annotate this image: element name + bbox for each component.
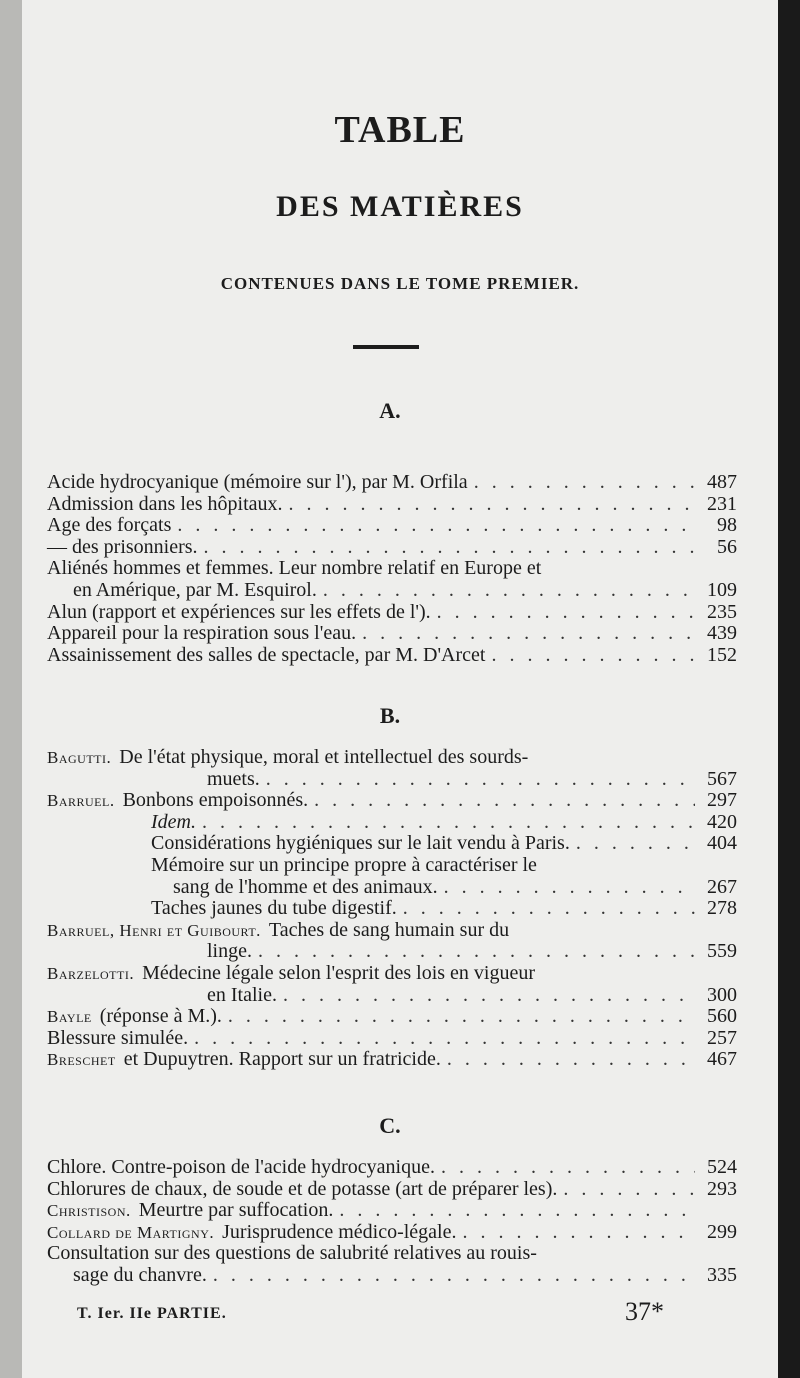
index-entry: [47, 1200, 737, 1222]
dot-leader: [202, 812, 695, 834]
entry-page-number: 567: [707, 767, 737, 790]
dot-leader: [441, 1157, 695, 1179]
index-entry: [47, 1243, 737, 1286]
dot-leader: [474, 472, 695, 494]
dot-leader: [563, 1179, 695, 1201]
section-letter-b: B.: [379, 703, 401, 728]
entry-author: Breschet: [47, 1050, 116, 1070]
entry-text: Acide hydrocyanique (mémoire sur l'), par M. Orfila: [47, 471, 468, 493]
dot-leader: [283, 985, 695, 1007]
dot-leader: [194, 1028, 695, 1050]
entry-text: Age des forçats: [47, 514, 172, 537]
dot-leader: [258, 941, 695, 963]
dot-leader: [576, 833, 695, 855]
index-entry: [47, 558, 737, 601]
index-entry: [47, 494, 737, 516]
index-entry: [47, 963, 737, 1006]
index-entry: [47, 1028, 737, 1050]
entry-page-number: 524: [707, 1156, 737, 1178]
entry-page-number: 152: [707, 643, 737, 666]
title-rule: [353, 345, 419, 349]
section-a-entries: [47, 472, 737, 666]
dot-leader: [339, 1200, 695, 1222]
entry-text: et Dupuytren. Rapport sur un fratricide.: [123, 1048, 441, 1071]
dot-leader: [447, 1049, 695, 1071]
entry-text: sage du chanvre.: [73, 1263, 207, 1286]
index-entry: [47, 1006, 737, 1028]
entry-text: Bonbons empoisonnés.: [122, 789, 309, 812]
entry-page-number: 300: [707, 983, 737, 1006]
entry-text: Appareil pour la respiration sous l'eau.: [47, 622, 357, 645]
index-entry: [47, 1049, 737, 1071]
entry-text: Assainissement des salles de spectacle, par M. D'Arcet: [47, 643, 486, 666]
dot-leader: [266, 769, 695, 791]
entry-page-number: 467: [707, 1048, 737, 1071]
entry-text: Consultation sur des questions de salubrité relatives au rouis-: [47, 1242, 537, 1265]
dot-leader: [463, 1222, 696, 1244]
entry-page-number: 257: [707, 1026, 737, 1049]
entry-page-number: 439: [707, 622, 737, 645]
entry-text: Blessure simulée.: [47, 1026, 189, 1049]
entry-page-number: 231: [707, 492, 737, 515]
entry-text: Alun (rapport et expériences sur les effets de l').: [47, 600, 431, 623]
dot-leader: [177, 515, 695, 537]
dot-leader: [314, 790, 695, 812]
index-entry: [47, 645, 737, 667]
entry-author: Bayle: [47, 1007, 92, 1027]
entry-page-number: 404: [707, 832, 737, 855]
entry-text: muets.: [207, 767, 260, 790]
index-entry: [47, 920, 737, 963]
entry-page-number: 299: [707, 1220, 737, 1243]
entry-text: Idem.: [151, 810, 196, 833]
index-entry: [47, 602, 737, 624]
index-entry: [47, 1179, 737, 1201]
dot-leader: [204, 537, 695, 559]
index-entry: [47, 623, 737, 645]
dot-leader: [491, 645, 695, 667]
index-entry: [47, 898, 737, 920]
entry-text: Mémoire sur un principe propre à caractériser le: [151, 853, 537, 876]
entry-text: linge.: [207, 940, 252, 963]
dot-leader: [362, 623, 695, 645]
entry-page-number: 56: [717, 535, 737, 558]
entry-text: Aliénés hommes et femmes. Leur nombre relatif en Europe et: [47, 557, 542, 580]
entry-text: Considérations hygiéniques sur le lait vendu à Paris.: [151, 832, 570, 855]
page-subtitle: DES MATIÈRES: [276, 190, 524, 223]
entry-author: Bagutti.: [47, 748, 112, 767]
entry-text: (réponse à M.).: [99, 1005, 222, 1028]
index-entry: [47, 472, 737, 494]
page-tagline: CONTENUES DANS LE TOME PREMIER.: [220, 274, 580, 293]
section-b-entries: [47, 747, 737, 1071]
entry-text: Meurtre par suffocation.: [138, 1199, 334, 1222]
entry-text: Chlorures de chaux, de soude et de potasse (art de préparer les).: [47, 1177, 558, 1200]
entry-author: Barzelotti.: [47, 963, 135, 983]
volume-footer: T. Ier. IIe PARTIE.: [77, 1305, 227, 1322]
entry-text: Chlore. Contre-poison de l'acide hydrocyanique.: [47, 1156, 435, 1178]
signature-mark: 37*: [625, 1297, 664, 1326]
entry-page-number: 560: [707, 1005, 737, 1028]
entry-page-number: 420: [707, 810, 737, 833]
index-entry: [47, 747, 737, 790]
index-entry: [47, 833, 737, 855]
dot-leader: [213, 1265, 695, 1287]
index-entry: [47, 1222, 737, 1244]
index-entry: [47, 812, 737, 834]
entry-author: Christison.: [47, 1201, 131, 1221]
index-entry: [47, 515, 737, 537]
entry-author: Barruel, Henri et Guibourt.: [47, 920, 261, 940]
entry-page-number: 559: [707, 940, 737, 963]
entry-page-number: 267: [707, 875, 737, 898]
dot-leader: [437, 602, 695, 624]
entry-text: Taches jaunes du tube digestif.: [151, 897, 397, 920]
section-letter-c: C.: [379, 1113, 401, 1138]
entry-page-number: 293: [707, 1177, 737, 1200]
section-letter-a: A.: [379, 398, 401, 423]
entry-author: Collard de Martigny.: [47, 1222, 215, 1242]
index-entry: [47, 1157, 737, 1179]
section-c-entries: [47, 1157, 737, 1287]
dot-leader: [444, 877, 695, 899]
entry-text: — des prisonniers.: [47, 535, 198, 558]
entry-text: Taches de sang humain sur du: [268, 918, 510, 941]
index-entry: [47, 855, 737, 898]
entry-page-number: 297: [707, 789, 737, 812]
entry-page-number: 278: [707, 897, 737, 920]
entry-text: en Italie.: [207, 983, 277, 1006]
index-entry: [47, 790, 737, 812]
entry-text: De l'état physique, moral et intellectuel des sourds-: [119, 746, 529, 768]
entry-text: sang de l'homme et des animaux.: [173, 875, 438, 898]
entry-text: en Amérique, par M. Esquirol.: [73, 578, 317, 601]
dot-leader: [323, 580, 695, 602]
entry-page-number: 335: [707, 1263, 737, 1286]
entry-page-number: 109: [707, 578, 737, 601]
dot-leader: [289, 494, 695, 516]
page-title: TABLE: [334, 109, 466, 151]
dot-leader: [228, 1006, 695, 1028]
index-entry: [47, 537, 737, 559]
entry-text: Admission dans les hôpitaux.: [47, 492, 283, 515]
dot-leader: [403, 898, 695, 920]
entry-author: Barruel.: [47, 791, 115, 811]
entry-page-number: 487: [707, 471, 737, 493]
entry-text: Jurisprudence médico-légale.: [222, 1220, 457, 1243]
entry-text: Médecine légale selon l'esprit des lois en vigueur: [142, 961, 536, 984]
entry-page-number: 98: [717, 514, 737, 537]
entry-page-number: 235: [707, 600, 737, 623]
